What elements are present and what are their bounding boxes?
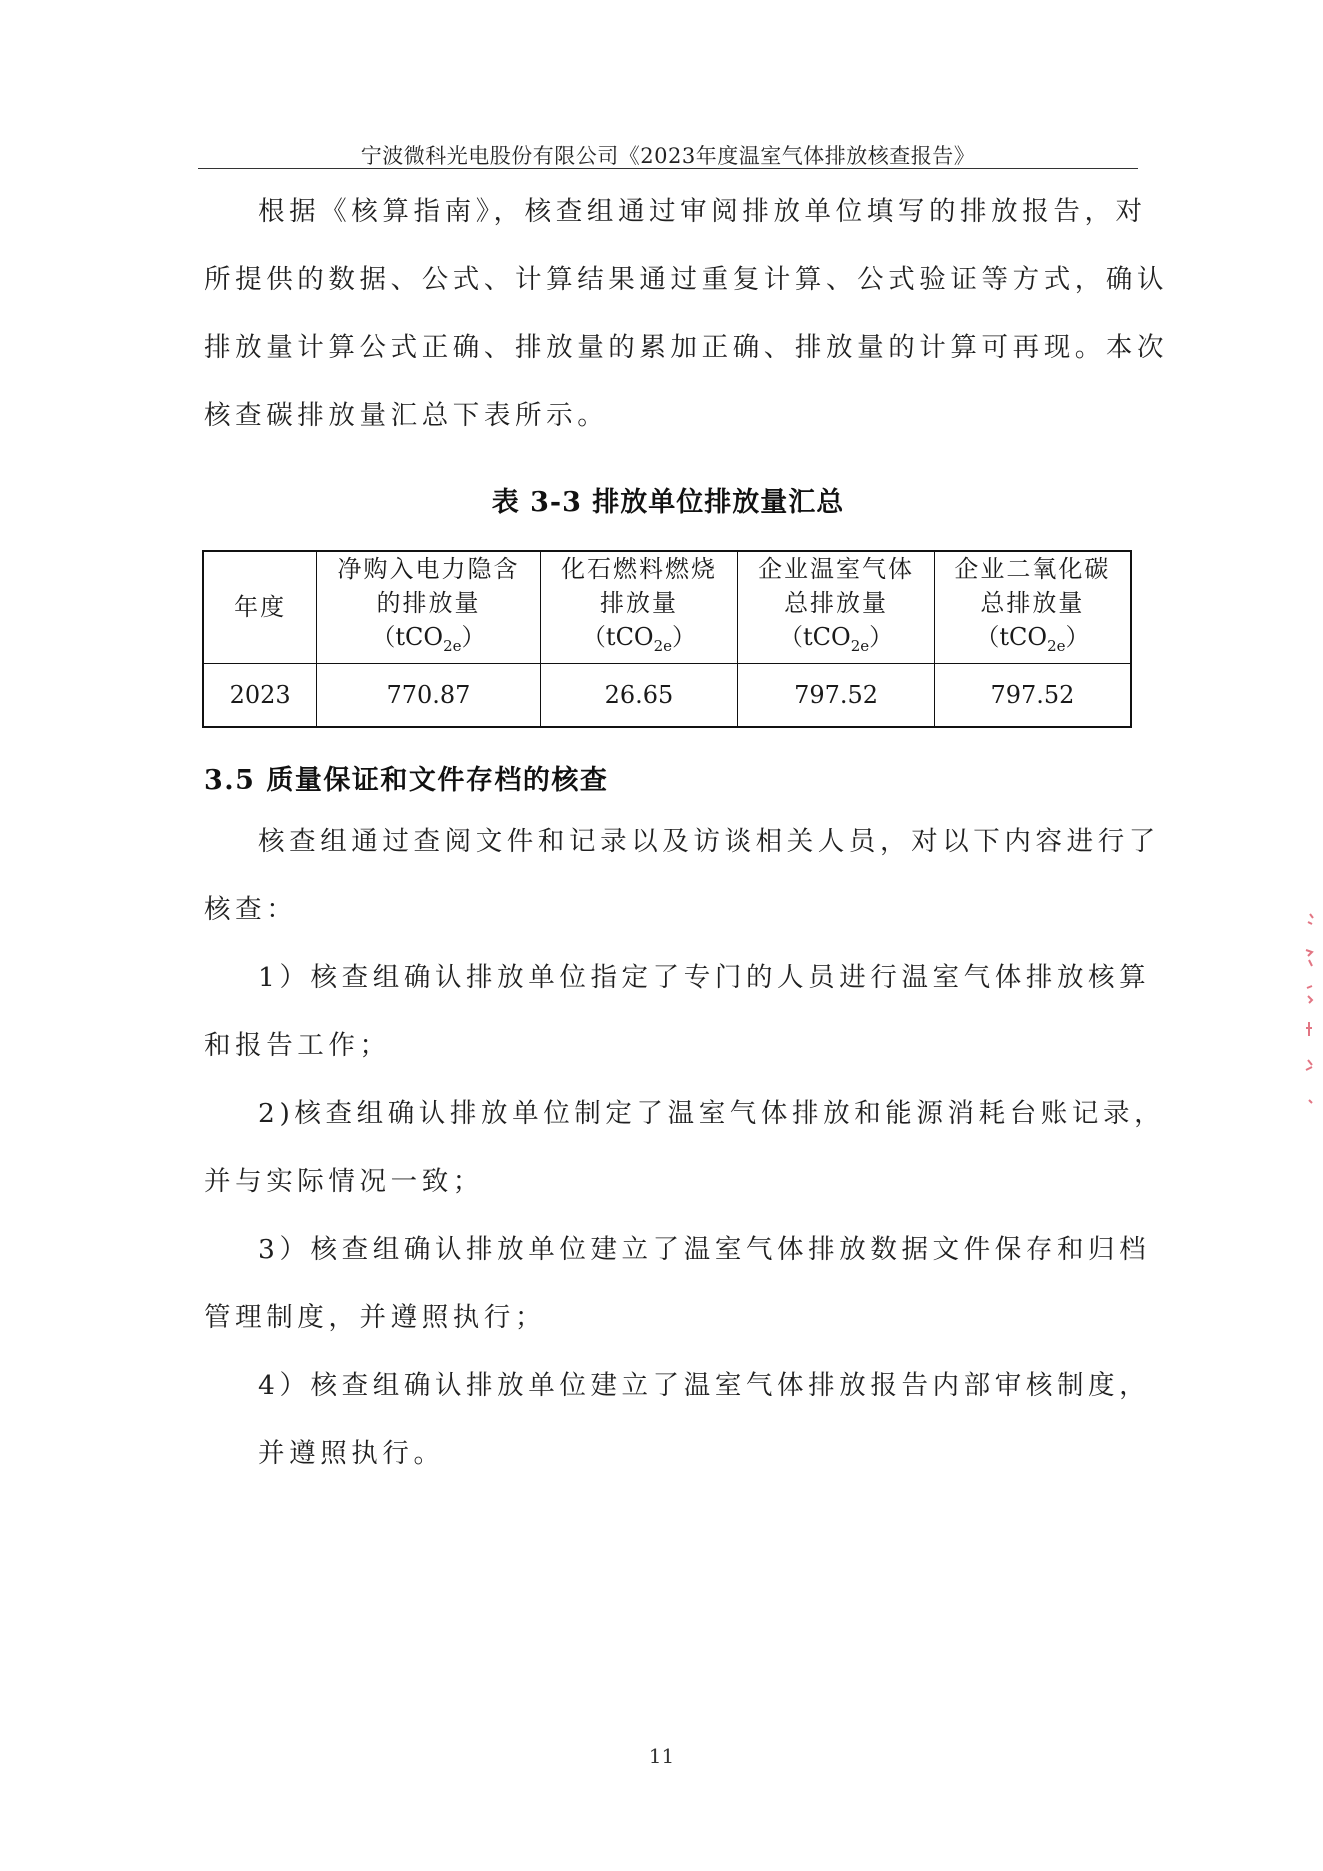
- paragraph-line: 核查：: [204, 894, 298, 925]
- paragraph-line: 2)核查组确认排放单位制定了温室气体排放和能源消耗台账记录，: [258, 1098, 1166, 1129]
- paragraph-line: 并遵照执行。: [258, 1438, 445, 1469]
- section-paragraph-3: [204, 1080, 1166, 1216]
- header-unit: （tCO$_{2e}$）: [975, 623, 1090, 655]
- cell-year: 2023: [203, 663, 317, 727]
- header-total-ghg: [738, 551, 935, 663]
- intro-line-2: 所提供的数据、公式、计算结果通过重复计算、公式验证等方式，确认: [204, 264, 1169, 295]
- header-year: [203, 551, 317, 663]
- cell-fossil-fuel: 26.65: [540, 663, 738, 727]
- paragraph-line: 管理制度，并遵照执行；: [204, 1302, 547, 1333]
- header-rule: [198, 168, 1138, 169]
- header-line: 的排放量: [376, 589, 481, 617]
- header-unit: （tCO$_{2e}$）: [371, 623, 486, 655]
- cell-total-ghg: 797.52: [738, 663, 935, 727]
- header-unit: （tCO$_{2e}$）: [581, 623, 697, 655]
- cell-total-co2: 797.52: [934, 663, 1131, 727]
- header-line: 排放量: [599, 589, 678, 617]
- header-year-label: 年度: [234, 593, 287, 622]
- intro-line-3: 排放量计算公式正确、排放量的累加正确、排放量的计算可再现。本次: [204, 332, 1169, 363]
- header-total-co2: [934, 551, 1131, 663]
- paragraph-line: 3）核查组确认排放单位建立了温室气体排放数据文件保存和归档: [258, 1234, 1151, 1265]
- header-line: 净购入电力隐含: [337, 555, 520, 583]
- cell-purchased-electricity: 770.87: [317, 663, 540, 727]
- header-purchased-electricity: [317, 551, 540, 663]
- header-line: 总排放量: [784, 589, 889, 617]
- header-line: 总排放量: [980, 589, 1085, 617]
- section-paragraph-1: [204, 808, 1160, 944]
- running-header: 宁波微科光电股份有限公司《2023年度温室气体排放核查报告》: [360, 144, 976, 168]
- section-paragraph-4: [204, 1216, 1151, 1352]
- header-fossil-fuel: [540, 551, 738, 663]
- header-unit: （tCO$_{2e}$）: [779, 623, 894, 655]
- paragraph-line: 并与实际情况一致；: [204, 1166, 484, 1197]
- table-row: [203, 663, 1131, 727]
- section-paragraph-5: [204, 1352, 1151, 1488]
- paragraph-line: 4）核查组确认排放单位建立了温室气体排放报告内部审核制度，: [258, 1370, 1151, 1401]
- table-caption: 表 3-3 排放单位排放量汇总: [491, 487, 845, 518]
- header-line: 化石燃料燃烧: [560, 555, 717, 583]
- table-header-row: [203, 551, 1131, 663]
- emissions-summary-table: [202, 550, 1132, 728]
- paragraph-line: 1）核查组确认排放单位指定了专门的人员进行温室气体排放核算: [258, 962, 1151, 993]
- section-paragraph-2: [204, 944, 1151, 1080]
- paragraph-line: 和报告工作；: [204, 1030, 391, 1061]
- section-title: 3.5 质量保证和文件存档的核查: [204, 765, 609, 796]
- header-line: 企业温室气体: [758, 555, 915, 583]
- intro-paragraph: [204, 178, 1169, 450]
- seal-stamp-fragment-icon: [1300, 910, 1316, 1110]
- header-line: 企业二氧化碳: [954, 555, 1111, 583]
- paragraph-line: 核查组通过查阅文件和记录以及访谈相关人员，对以下内容进行了: [258, 826, 1160, 857]
- intro-line-1: 根据《核算指南》，核查组通过审阅排放单位填写的排放报告，对: [258, 196, 1147, 227]
- intro-line-4: 核查碳排放量汇总下表所示。: [204, 400, 609, 431]
- page-number: 11: [648, 1744, 675, 1768]
